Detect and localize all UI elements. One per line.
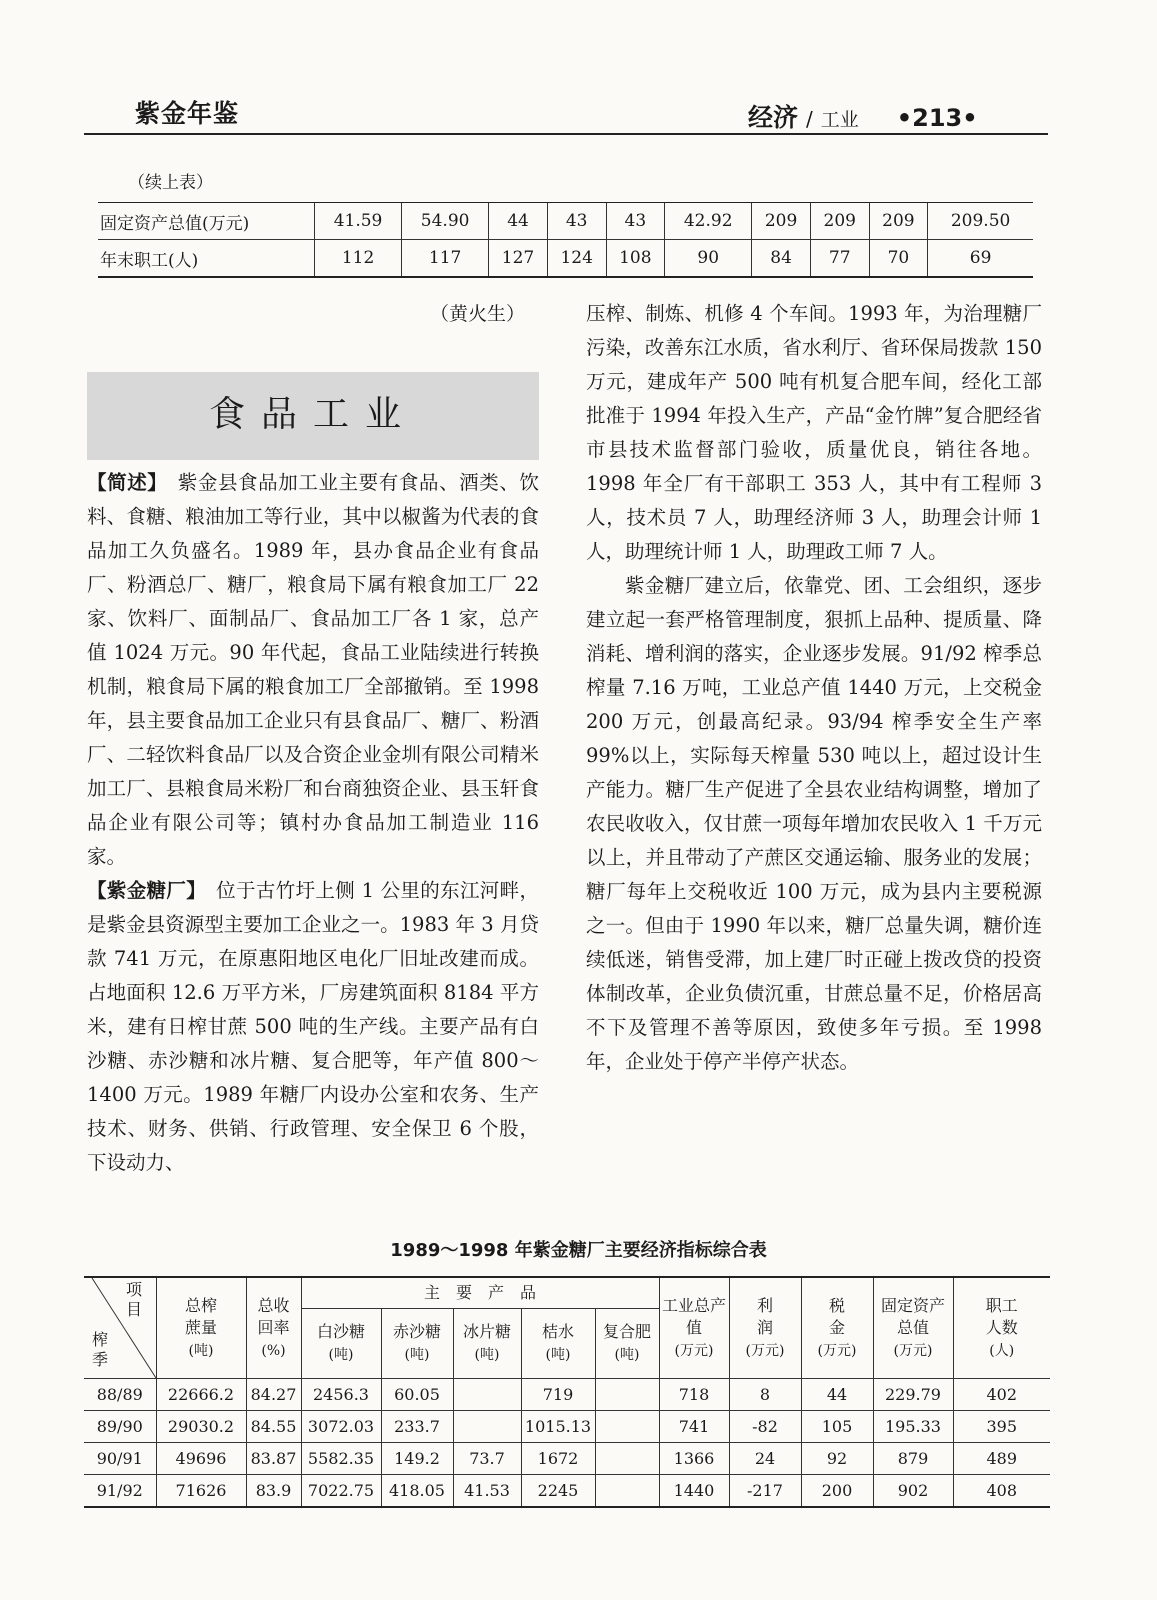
col-molasses [521, 1309, 595, 1379]
corner-header [84, 1277, 156, 1379]
table-cell: 209 [752, 203, 811, 240]
table-cell: 209 [869, 203, 928, 240]
continued-label: （续上表） [128, 173, 213, 193]
paragraph-overview [87, 466, 539, 874]
season-cell: 91/92 [84, 1475, 156, 1508]
header-text: 复合肥 [602, 1322, 651, 1342]
col-main-products: 主 要 产 品 [301, 1277, 659, 1309]
table-cell: 84 [752, 240, 811, 278]
table-cell: 2456.3 [301, 1379, 381, 1411]
table-cell: 1672 [521, 1443, 595, 1475]
subsection-name: 工业 [820, 109, 859, 131]
header-text: 利润 [756, 1295, 773, 1337]
table-row [84, 1475, 1050, 1508]
table-cell: -82 [729, 1411, 801, 1443]
header-unit: (%) [261, 1342, 286, 1359]
header-unit: (万元) [674, 1342, 714, 1359]
col-rock-sugar [453, 1309, 521, 1379]
table-cell: 902 [873, 1475, 953, 1508]
table-cell: 741 [659, 1411, 729, 1443]
table-cell: 90 [665, 240, 752, 278]
table-cell: 117 [402, 240, 489, 278]
col-fixed-assets [873, 1277, 953, 1379]
table-cell [595, 1443, 659, 1475]
table-cell: 7022.75 [301, 1475, 381, 1508]
col-total-crush [156, 1277, 246, 1379]
table-cell: 70 [869, 240, 928, 278]
col-profit [729, 1277, 801, 1379]
table-row [98, 203, 1033, 240]
table-cell: 77 [810, 240, 869, 278]
table-cell: 395 [953, 1411, 1050, 1443]
header-rule [84, 133, 1048, 135]
header-unit: (万元) [745, 1342, 785, 1359]
paragraph-head: 【简述】 [87, 471, 158, 494]
table-cell [595, 1411, 659, 1443]
table-cell: 402 [953, 1379, 1050, 1411]
table-cell: 44 [489, 203, 548, 240]
paragraph-text: 紫金县食品加工业主要有食品、酒类、饮料、食糖、粮油加工等行业，其中以椒酱为代表的食品加工久负盛名。1989 年，县办食品企业有食品厂、粉酒总厂、糖厂，粮食局下属有粮食加工厂 22 家、饮料厂、面制品厂、食品加工厂各 1 家，总产值 1024 万元。90 年代起，食品工业陆续进行转换机制，粮食局下属的粮食加工厂全部撤销。至 1998 年，县主要食品加工企业只有县食品厂、糖厂、粉酒厂、二轻饮料食品厂以及合资企业金圳有限公司精米加工厂、县粮食局米粉厂和台商独资企业、县玉轩食品企业有限公司等；镇村办食品加工制造业 116 家。 [87, 471, 539, 868]
table-cell: 42.92 [665, 203, 752, 240]
col-red-sugar [381, 1309, 453, 1379]
corner-top-label: 项目 [125, 1280, 142, 1319]
table-cell: 418.05 [381, 1475, 453, 1508]
col-output-value [659, 1277, 729, 1379]
header-text: 职工人数 [985, 1295, 1018, 1337]
table-cell: 719 [521, 1379, 595, 1411]
table-cell: 718 [659, 1379, 729, 1411]
table-cell: 2245 [521, 1475, 595, 1508]
table-cell: 41.59 [315, 203, 402, 240]
table-row [84, 1379, 1050, 1411]
continued-table [98, 202, 1033, 278]
table-cell: 24 [729, 1443, 801, 1475]
header-text: 税金 [828, 1295, 845, 1337]
table-cell: 41.53 [453, 1475, 521, 1508]
table-cell [595, 1379, 659, 1411]
section-name: 经济 [748, 103, 799, 132]
table-cell: 200 [801, 1475, 873, 1508]
table-cell: 149.2 [381, 1443, 453, 1475]
table-cell: 73.7 [453, 1443, 521, 1475]
table-cell: 112 [315, 240, 402, 278]
table-cell: 195.33 [873, 1411, 953, 1443]
header-unit: (吨) [614, 1347, 640, 1364]
table-cell: 60.05 [381, 1379, 453, 1411]
header-unit: (吨) [545, 1347, 571, 1364]
table-row [98, 240, 1033, 278]
running-header: 经济 / 工业 •213• [748, 103, 978, 132]
row-label: 固定资产总值(万元) [98, 203, 315, 240]
table-cell: 229.79 [873, 1379, 953, 1411]
col-recovery [246, 1277, 301, 1379]
col-tax [801, 1277, 873, 1379]
paragraph-text: 压榨、制炼、机修 4 个车间。1993 年，为治理糖厂污染，改善东江水质，省水利厅、省环保局拨款 150 万元，建成年产 500 吨有机复合肥车间，经化工部批准于 1994 年投入生产，产品“金竹牌”复合肥经省市县技术监督部门验收，质量优良，销往各地。1998 年全厂有干部职工 353 人，其中有工程师 3 人，技术员 7 人，助理经济师 3 人，助理会计师 1 人，助理统计师 1 人，助理政工师 7 人。 [586, 302, 1042, 563]
table-cell: 1015.13 [521, 1411, 595, 1443]
table-cell: 43 [606, 203, 665, 240]
season-cell: 90/91 [84, 1443, 156, 1475]
book-title: 紫金年鉴 [135, 99, 240, 128]
paragraph-head: 【紫金糖厂】 [87, 879, 197, 902]
header-text: 赤沙糖 [392, 1322, 441, 1342]
table-cell: 124 [547, 240, 606, 278]
table-cell: 84.27 [246, 1379, 301, 1411]
table-cell: 233.7 [381, 1411, 453, 1443]
season-cell: 88/89 [84, 1379, 156, 1411]
table-cell [453, 1379, 521, 1411]
paragraph-text: 紫金糖厂建立后，依靠党、团、工会组织，逐步建立起一套严格管理制度，狠抓上品种、提质量、降消耗、增利润的落实，企业逐步发展。91/92 榨季总榨量 7.16 万吨，工业总产值 1440 万元，上交税金 200 万元，创最高纪录。93/94 榨季安全生产率 99%以上，实际每天榨量 530 吨以上，超过设计生产能力。糖厂生产促进了全县农业结构调整，增加了农民收收入，仅甘蔗一项每年增加农民收入 1 千万元以上，并且带动了产蔗区交通运输、服务业的发展；糖厂每年上交税收近 100 万元，成为县内主要税源之一。但由于 1990 年以来，糖厂总量失调，糖价连续低迷，销售受滞，加上建厂时正碰上拨改贷的投资体制改革，企业负债沉重，甘蔗总量不足，价格居高不下及管理不善等原因，致使多年亏损。至 1998 年，企业处于停产半停产状态。 [586, 574, 1042, 1073]
season-cell: 89/90 [84, 1411, 156, 1443]
table-cell: 5582.35 [301, 1443, 381, 1475]
table-cell: 408 [953, 1475, 1050, 1508]
header-unit: (万元) [893, 1342, 933, 1359]
col-white-sugar [301, 1309, 381, 1379]
table-cell [595, 1475, 659, 1508]
table-cell: 69 [928, 240, 1033, 278]
table-cell: 92 [801, 1443, 873, 1475]
table-cell: 29030.2 [156, 1411, 246, 1443]
paragraph-sugar-factory [87, 874, 539, 1180]
table-cell: 44 [801, 1379, 873, 1411]
table-cell: 3072.03 [301, 1411, 381, 1443]
header-text: 白沙糖 [316, 1322, 365, 1342]
header-text: 固定资产总值 [881, 1295, 946, 1337]
table-cell: 83.9 [246, 1475, 301, 1508]
header-text: 工业总产值 [662, 1295, 727, 1337]
table-cell: 84.55 [246, 1411, 301, 1443]
header-unit: (吨) [188, 1342, 214, 1359]
table-cell: 105 [801, 1411, 873, 1443]
col-fertilizer [595, 1309, 659, 1379]
table-cell: 43 [547, 203, 606, 240]
row-label: 年末职工(人) [98, 240, 315, 278]
header-unit: (吨) [474, 1347, 500, 1364]
table-cell: 489 [953, 1443, 1050, 1475]
table-cell: 49696 [156, 1443, 246, 1475]
table-cell: 71626 [156, 1475, 246, 1508]
table-title: 1989～1998 年紫金糖厂主要经济指标综合表 [390, 1240, 767, 1261]
table-cell: 83.87 [246, 1443, 301, 1475]
table-cell: 209 [810, 203, 869, 240]
paragraph-text: 位于古竹圩上侧 1 公里的东江河畔，是紫金县资源型主要加工企业之一。1983 年 3 月贷款 741 万元，在原惠阳地区电化厂旧址改建而成。占地面积 12.6 万平方米，厂房建筑面积 8184 平方米，建有日榨甘蔗 500 吨的生产线。主要产品有白沙糖、赤沙糖和冰片糖、复合肥等，年产值 800～1400 万元。1989 年糖厂内设办公室和农务、生产技术、财务、供销、行政管理、安全保卫 6 个股，下设动力、 [87, 879, 539, 1174]
table-cell: 879 [873, 1443, 953, 1475]
header-text: 冰片糖 [462, 1322, 511, 1342]
header-text: 桔水 [541, 1322, 574, 1342]
table-cell: 108 [606, 240, 665, 278]
section-heading: 食品工业 [208, 394, 417, 435]
table-cell: 127 [489, 240, 548, 278]
header-unit: (吨) [328, 1347, 354, 1364]
table-cell: 1366 [659, 1443, 729, 1475]
table-header-row [84, 1277, 1050, 1309]
header-unit: (人) [989, 1342, 1015, 1359]
author-credit: （黄火生） [430, 303, 526, 325]
header-unit: (万元) [817, 1342, 857, 1359]
header-text: 总榨蔗量 [184, 1295, 217, 1337]
table-cell: 8 [729, 1379, 801, 1411]
table-cell: 1440 [659, 1475, 729, 1508]
table-cell: 22666.2 [156, 1379, 246, 1411]
table-cell [453, 1411, 521, 1443]
header-unit: (吨) [404, 1347, 430, 1364]
right-column [586, 297, 1042, 1079]
sugar-factory-table [84, 1276, 1050, 1508]
col-staff [953, 1277, 1050, 1379]
header-text: 总收回率 [257, 1295, 290, 1337]
corner-bottom-label: 榨季 [91, 1330, 108, 1369]
page-number: •213• [896, 104, 978, 132]
table-row [84, 1411, 1050, 1443]
table-cell: -217 [729, 1475, 801, 1508]
table-cell: 209.50 [928, 203, 1033, 240]
table-row [84, 1443, 1050, 1475]
table-cell: 54.90 [402, 203, 489, 240]
left-column [87, 466, 539, 1180]
